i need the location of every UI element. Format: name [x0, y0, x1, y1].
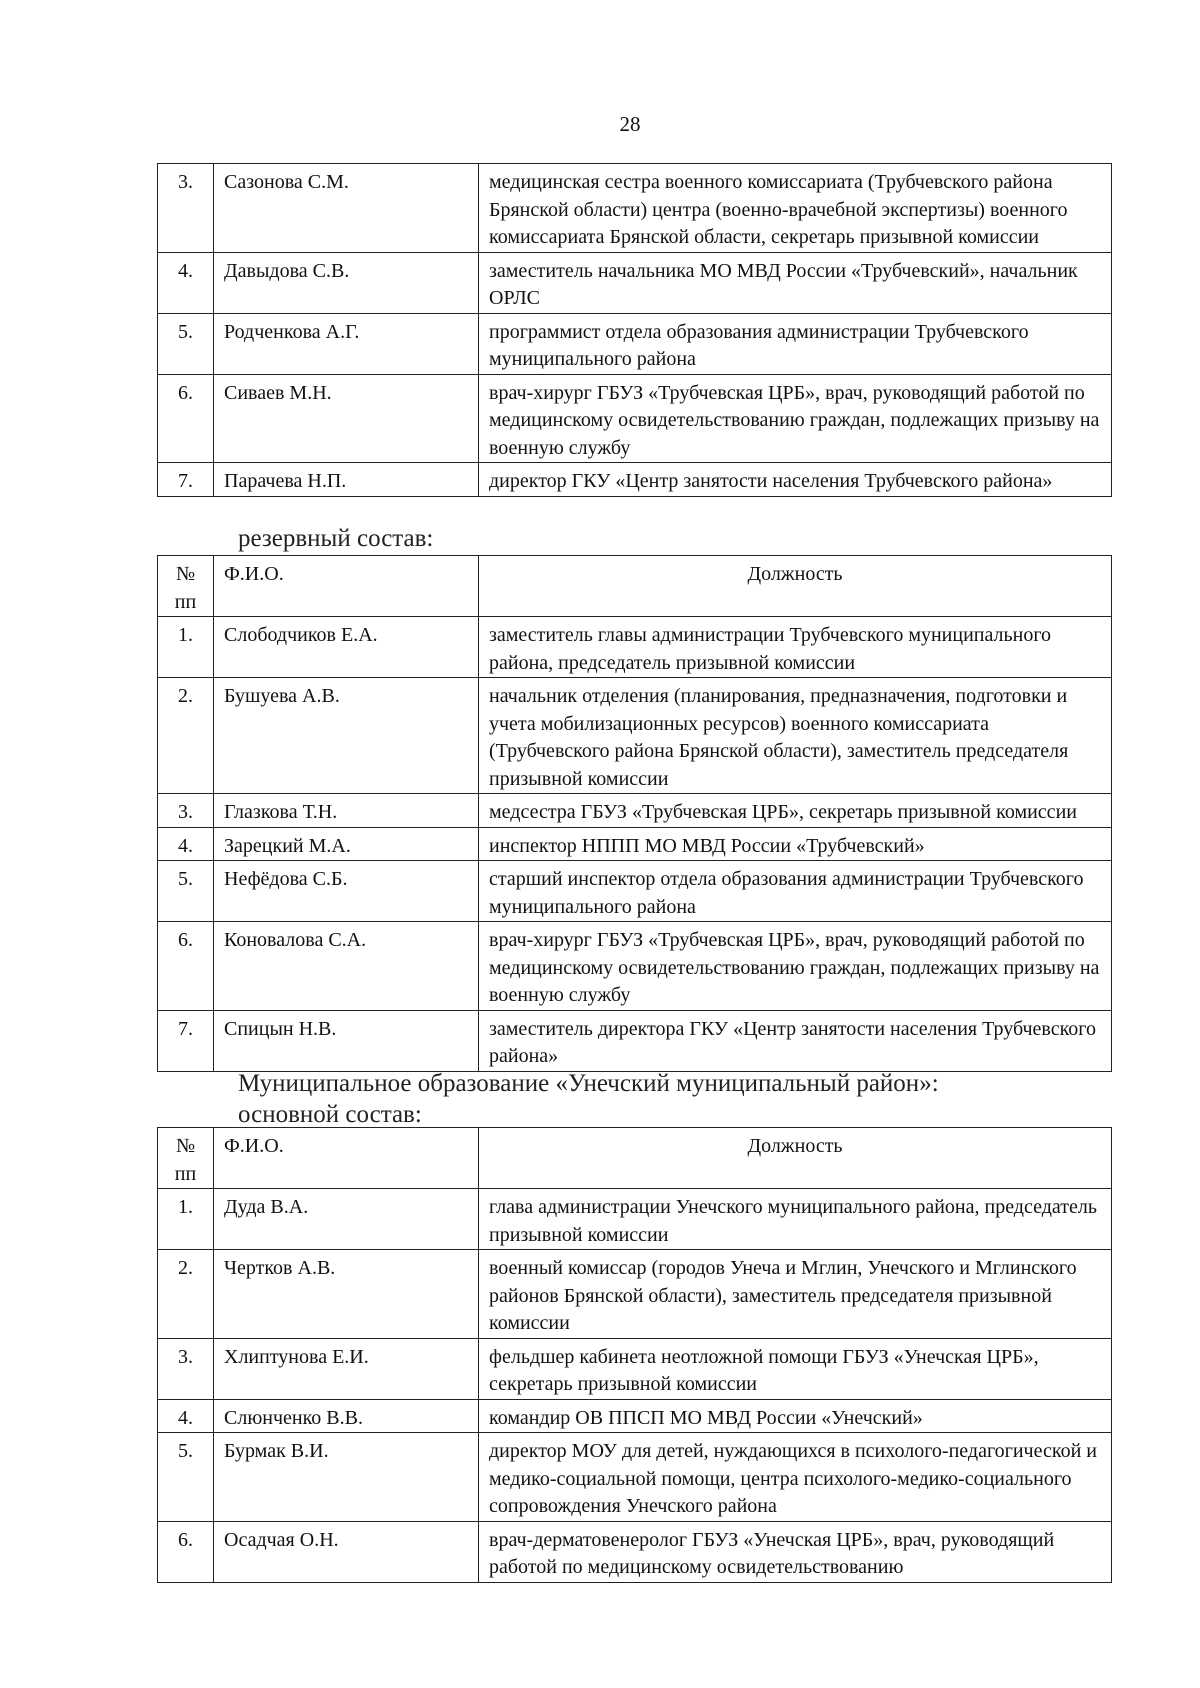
member-position: директор ГКУ «Центр занятости населения Трубчевского района»: [479, 463, 1112, 497]
row-number: 5.: [158, 1433, 214, 1522]
member-position: врач-хирург ГБУЗ «Трубчевская ЦРБ», врач, руководящий работой по медицинскому освидетельствованию граждан, подлежащих призыву на военную службу: [479, 922, 1112, 1011]
member-position: медсестра ГБУЗ «Трубчевская ЦРБ», секретарь призывной комиссии: [479, 794, 1112, 828]
member-name: Зарецкий М.А.: [214, 827, 479, 861]
row-number: 3.: [158, 1338, 214, 1399]
row-number: 3.: [158, 794, 214, 828]
table-row: [158, 1250, 1112, 1339]
member-position: врач-хирург ГБУЗ «Трубчевская ЦРБ», врач, руководящий работой по медицинскому освидетельствованию граждан, подлежащих призыву на военную службу: [479, 374, 1112, 463]
table-row: [158, 617, 1112, 678]
member-name: Хлиптунова Е.И.: [214, 1338, 479, 1399]
commission-table-trubchevsk-reserve: [157, 555, 1112, 1072]
member-position: заместитель главы администрации Трубчевского муниципального района, председатель призывной комиссии: [479, 617, 1112, 678]
table-row: [158, 1338, 1112, 1399]
member-name: Сазонова С.М.: [214, 164, 479, 253]
table-body: [158, 1189, 1112, 1583]
table-row: [158, 1521, 1112, 1582]
commission-table-trubchevsk-main: [157, 163, 1112, 497]
page-number: 28: [619, 112, 641, 136]
member-position: врач-дерматовенеролог ГБУЗ «Унечская ЦРБ», врач, руководящий работой по медицинскому освидетельствованию: [479, 1521, 1112, 1582]
row-number: 2.: [158, 678, 214, 794]
row-number: 1.: [158, 617, 214, 678]
table-row: [158, 313, 1112, 374]
table-row: [158, 164, 1112, 253]
table-row: [158, 374, 1112, 463]
member-position: старший инспектор отдела образования администрации Трубчевского муниципального района: [479, 861, 1112, 922]
member-position: командир ОВ ППСП МО МВД России «Унечский»: [479, 1399, 1112, 1433]
table-header: [158, 1128, 1112, 1189]
table-row: [158, 861, 1112, 922]
table-row: [158, 1399, 1112, 1433]
member-name: Дуда В.А.: [214, 1189, 479, 1250]
row-number: 5.: [158, 313, 214, 374]
member-position: военный комиссар (городов Унеча и Мглин, Унечского и Мглинского районов Брянской области), заместитель председателя призывной комиссии: [479, 1250, 1112, 1339]
member-position: начальник отделения (планирования, предназначения, подготовки и учета мобилизационных ресурсов) военного комиссариата (Трубчевского района Брянской области), заместитель председателя призывной комиссии: [479, 678, 1112, 794]
member-name: Парачева Н.П.: [214, 463, 479, 497]
member-name: Бурмак В.И.: [214, 1433, 479, 1522]
commission-table-unecha-main: [157, 1127, 1112, 1583]
table-row: [158, 827, 1112, 861]
member-position: медицинская сестра военного комиссариата (Трубчевского района Брянской области) центра (военно-врачебной экспертизы) военного комиссариата Брянской области, секретарь призывной комиссии: [479, 164, 1112, 253]
member-name: Спицын Н.В.: [214, 1010, 479, 1071]
main-composition-label: основной состав:: [238, 1101, 422, 1128]
row-number: 6.: [158, 922, 214, 1011]
header-row: [158, 556, 1112, 617]
header-row: [158, 1128, 1112, 1189]
member-name: Глазкова Т.Н.: [214, 794, 479, 828]
member-name: Бушуева А.В.: [214, 678, 479, 794]
member-position: глава администрации Унечского муниципального района, председатель призывной комиссии: [479, 1189, 1112, 1250]
header-num: № пп: [158, 556, 214, 617]
member-position: программист отдела образования администрации Трубчевского муниципального района: [479, 313, 1112, 374]
member-position: директор МОУ для детей, нуждающихся в психолого-педагогической и медико-социальной помощи, центра психолого-медико-социального сопровождения Унечского района: [479, 1433, 1112, 1522]
table-row: [158, 1433, 1112, 1522]
row-number: 6.: [158, 1521, 214, 1582]
member-position: фельдшер кабинета неотложной помощи ГБУЗ «Унечская ЦРБ», секретарь призывной комиссии: [479, 1338, 1112, 1399]
header-position: Должность: [479, 1128, 1112, 1189]
member-position: инспектор НППП МО МВД России «Трубчевский»: [479, 827, 1112, 861]
header-position: Должность: [479, 556, 1112, 617]
table-body: [158, 164, 1112, 497]
row-number: 1.: [158, 1189, 214, 1250]
header-name: Ф.И.О.: [214, 1128, 479, 1189]
municipality-label: Муниципальное образование «Унечский муниципальный район»:: [238, 1070, 939, 1097]
header-name: Ф.И.О.: [214, 556, 479, 617]
member-name: Родченкова А.Г.: [214, 313, 479, 374]
table-row: [158, 1010, 1112, 1071]
table-row: [158, 1189, 1112, 1250]
header-num: № пп: [158, 1128, 214, 1189]
row-number: 3.: [158, 164, 214, 253]
member-name: Слободчиков Е.А.: [214, 617, 479, 678]
table-row: [158, 252, 1112, 313]
row-number: 7.: [158, 1010, 214, 1071]
row-number: 2.: [158, 1250, 214, 1339]
table-row: [158, 922, 1112, 1011]
table-row: [158, 794, 1112, 828]
table-body: [158, 617, 1112, 1072]
row-number: 4.: [158, 1399, 214, 1433]
member-name: Сиваев М.Н.: [214, 374, 479, 463]
member-name: Коновалова С.А.: [214, 922, 479, 1011]
row-number: 7.: [158, 463, 214, 497]
row-number: 4.: [158, 827, 214, 861]
reserve-composition-label: резервный состав:: [238, 525, 434, 552]
table-row: [158, 463, 1112, 497]
row-number: 4.: [158, 252, 214, 313]
member-position: заместитель директора ГКУ «Центр занятости населения Трубчевского района»: [479, 1010, 1112, 1071]
table-header: [158, 556, 1112, 617]
member-name: Нефёдова С.Б.: [214, 861, 479, 922]
row-number: 5.: [158, 861, 214, 922]
member-name: Осадчая О.Н.: [214, 1521, 479, 1582]
table-row: [158, 678, 1112, 794]
member-name: Слюнченко В.В.: [214, 1399, 479, 1433]
row-number: 6.: [158, 374, 214, 463]
member-position: заместитель начальника МО МВД России «Трубчевский», начальник ОРЛС: [479, 252, 1112, 313]
member-name: Чертков А.В.: [214, 1250, 479, 1339]
member-name: Давыдова С.В.: [214, 252, 479, 313]
